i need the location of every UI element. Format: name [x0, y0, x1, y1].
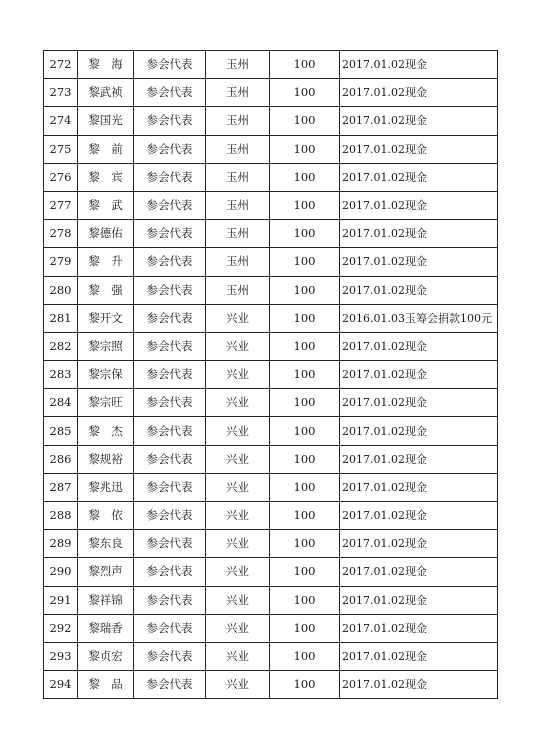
cell-note: 2017.01.02现金	[340, 107, 498, 135]
cell-role: 参会代表	[134, 558, 206, 586]
table-row	[44, 276, 498, 304]
cell-number: 291	[44, 586, 78, 614]
cell-region: 兴业	[206, 473, 270, 501]
cell-name: 黎 前	[78, 135, 134, 163]
cell-note: 2017.01.02现金	[340, 332, 498, 360]
table-row	[44, 220, 498, 248]
cell-role: 参会代表	[134, 191, 206, 219]
cell-amount: 100	[270, 642, 340, 670]
cell-name: 黎宗保	[78, 361, 134, 389]
table-row	[44, 191, 498, 219]
cell-note: 2017.01.02现金	[340, 163, 498, 191]
table-row	[44, 332, 498, 360]
cell-amount: 100	[270, 135, 340, 163]
table-row	[44, 530, 498, 558]
cell-amount: 100	[270, 530, 340, 558]
cell-name: 黎宗旺	[78, 389, 134, 417]
cell-note: 2017.01.02现金	[340, 614, 498, 642]
cell-region: 兴业	[206, 502, 270, 530]
cell-role: 参会代表	[134, 361, 206, 389]
cell-name: 黎贞宏	[78, 642, 134, 670]
cell-region: 兴业	[206, 417, 270, 445]
cell-role: 参会代表	[134, 502, 206, 530]
cell-region: 兴业	[206, 642, 270, 670]
cell-note: 2017.01.02现金	[340, 473, 498, 501]
cell-amount: 100	[270, 79, 340, 107]
cell-note: 2017.01.02现金	[340, 220, 498, 248]
table-row	[44, 107, 498, 135]
cell-name: 黎 武	[78, 191, 134, 219]
cell-note: 2017.01.02现金	[340, 502, 498, 530]
cell-note: 2017.01.02现金	[340, 389, 498, 417]
cell-number: 288	[44, 502, 78, 530]
cell-number: 272	[44, 51, 78, 79]
cell-role: 参会代表	[134, 389, 206, 417]
donation-table	[43, 50, 498, 699]
cell-region: 兴业	[206, 586, 270, 614]
cell-region: 兴业	[206, 530, 270, 558]
cell-number: 293	[44, 642, 78, 670]
cell-region: 兴业	[206, 445, 270, 473]
cell-region: 玉州	[206, 248, 270, 276]
cell-role: 参会代表	[134, 220, 206, 248]
cell-amount: 100	[270, 445, 340, 473]
cell-number: 282	[44, 332, 78, 360]
table-row	[44, 51, 498, 79]
cell-number: 292	[44, 614, 78, 642]
cell-region: 玉州	[206, 191, 270, 219]
table-row	[44, 614, 498, 642]
cell-name: 黎 依	[78, 502, 134, 530]
cell-region: 兴业	[206, 304, 270, 332]
cell-number: 280	[44, 276, 78, 304]
cell-region: 玉州	[206, 276, 270, 304]
cell-amount: 100	[270, 332, 340, 360]
cell-note: 2017.01.02现金	[340, 671, 498, 699]
cell-name: 黎 海	[78, 51, 134, 79]
cell-number: 290	[44, 558, 78, 586]
cell-role: 参会代表	[134, 107, 206, 135]
cell-amount: 100	[270, 558, 340, 586]
cell-note: 2017.01.02现金	[340, 79, 498, 107]
cell-name: 黎宗照	[78, 332, 134, 360]
cell-region: 兴业	[206, 332, 270, 360]
cell-role: 参会代表	[134, 473, 206, 501]
cell-note: 2017.01.02现金	[340, 558, 498, 586]
cell-amount: 100	[270, 248, 340, 276]
cell-note: 2016.01.03玉筹会捐款100元	[340, 304, 498, 332]
cell-role: 参会代表	[134, 530, 206, 558]
cell-region: 兴业	[206, 614, 270, 642]
cell-role: 参会代表	[134, 276, 206, 304]
cell-name: 黎东良	[78, 530, 134, 558]
cell-number: 275	[44, 135, 78, 163]
cell-number: 284	[44, 389, 78, 417]
cell-number: 277	[44, 191, 78, 219]
cell-region: 玉州	[206, 51, 270, 79]
cell-number: 289	[44, 530, 78, 558]
cell-name: 黎烈声	[78, 558, 134, 586]
cell-number: 281	[44, 304, 78, 332]
cell-number: 279	[44, 248, 78, 276]
cell-number: 274	[44, 107, 78, 135]
cell-amount: 100	[270, 473, 340, 501]
cell-note: 2017.01.02现金	[340, 51, 498, 79]
cell-name: 黎 宾	[78, 163, 134, 191]
cell-note: 2017.01.02现金	[340, 586, 498, 614]
table-row	[44, 642, 498, 670]
table-body	[44, 51, 498, 699]
cell-name: 黎瑞香	[78, 614, 134, 642]
cell-note: 2017.01.02现金	[340, 361, 498, 389]
table-row	[44, 417, 498, 445]
cell-name: 黎德佑	[78, 220, 134, 248]
cell-number: 278	[44, 220, 78, 248]
cell-amount: 100	[270, 276, 340, 304]
table-row	[44, 79, 498, 107]
cell-role: 参会代表	[134, 248, 206, 276]
table-row	[44, 502, 498, 530]
cell-note: 2017.01.02现金	[340, 191, 498, 219]
table-row	[44, 473, 498, 501]
cell-name: 黎 品	[78, 671, 134, 699]
cell-note: 2017.01.02现金	[340, 135, 498, 163]
cell-name: 黎国光	[78, 107, 134, 135]
cell-region: 兴业	[206, 558, 270, 586]
cell-name: 黎 强	[78, 276, 134, 304]
cell-note: 2017.01.02现金	[340, 417, 498, 445]
table-row	[44, 586, 498, 614]
cell-name: 黎 杰	[78, 417, 134, 445]
cell-role: 参会代表	[134, 163, 206, 191]
cell-amount: 100	[270, 502, 340, 530]
cell-amount: 100	[270, 107, 340, 135]
cell-name: 黎兆迅	[78, 473, 134, 501]
cell-region: 兴业	[206, 389, 270, 417]
table-row	[44, 135, 498, 163]
cell-amount: 100	[270, 361, 340, 389]
cell-number: 283	[44, 361, 78, 389]
table-row	[44, 304, 498, 332]
cell-number: 273	[44, 79, 78, 107]
cell-number: 286	[44, 445, 78, 473]
cell-region: 玉州	[206, 79, 270, 107]
cell-amount: 100	[270, 163, 340, 191]
cell-number: 285	[44, 417, 78, 445]
cell-role: 参会代表	[134, 445, 206, 473]
cell-note: 2017.01.02现金	[340, 445, 498, 473]
cell-role: 参会代表	[134, 614, 206, 642]
table-row	[44, 163, 498, 191]
cell-amount: 100	[270, 304, 340, 332]
cell-role: 参会代表	[134, 417, 206, 445]
cell-role: 参会代表	[134, 135, 206, 163]
table-row	[44, 389, 498, 417]
cell-amount: 100	[270, 417, 340, 445]
cell-region: 玉州	[206, 107, 270, 135]
cell-name: 黎开文	[78, 304, 134, 332]
cell-amount: 100	[270, 389, 340, 417]
table-row	[44, 445, 498, 473]
cell-region: 兴业	[206, 671, 270, 699]
cell-role: 参会代表	[134, 671, 206, 699]
table-row	[44, 671, 498, 699]
table-row	[44, 248, 498, 276]
cell-name: 黎武祯	[78, 79, 134, 107]
table-row	[44, 361, 498, 389]
cell-amount: 100	[270, 586, 340, 614]
cell-role: 参会代表	[134, 642, 206, 670]
cell-amount: 100	[270, 614, 340, 642]
table-row	[44, 558, 498, 586]
cell-name: 黎 升	[78, 248, 134, 276]
cell-amount: 100	[270, 671, 340, 699]
cell-name: 黎规裕	[78, 445, 134, 473]
cell-note: 2017.01.02现金	[340, 276, 498, 304]
cell-region: 玉州	[206, 163, 270, 191]
cell-note: 2017.01.02现金	[340, 642, 498, 670]
cell-role: 参会代表	[134, 586, 206, 614]
cell-region: 兴业	[206, 361, 270, 389]
cell-amount: 100	[270, 220, 340, 248]
cell-note: 2017.01.02现金	[340, 530, 498, 558]
cell-name: 黎祥锦	[78, 586, 134, 614]
cell-number: 276	[44, 163, 78, 191]
cell-amount: 100	[270, 51, 340, 79]
cell-role: 参会代表	[134, 332, 206, 360]
cell-region: 玉州	[206, 220, 270, 248]
cell-role: 参会代表	[134, 51, 206, 79]
cell-amount: 100	[270, 191, 340, 219]
cell-role: 参会代表	[134, 304, 206, 332]
cell-number: 287	[44, 473, 78, 501]
cell-region: 玉州	[206, 135, 270, 163]
cell-number: 294	[44, 671, 78, 699]
cell-role: 参会代表	[134, 79, 206, 107]
cell-note: 2017.01.02现金	[340, 248, 498, 276]
